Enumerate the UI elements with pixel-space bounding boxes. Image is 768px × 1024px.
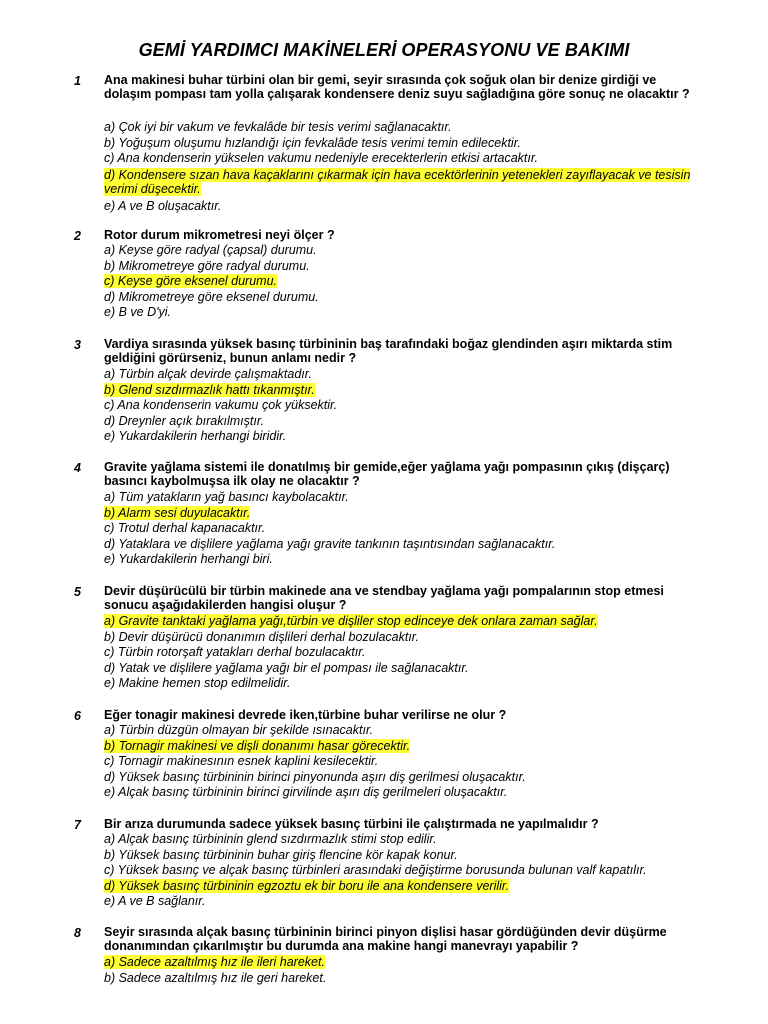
option-text: d) Dreynler açık bırakılmıştır.: [104, 413, 264, 428]
question-number: 6: [74, 709, 81, 723]
option-text: e) A ve B oluşacaktır.: [104, 198, 222, 213]
option-list: [104, 955, 704, 986]
question-text: Eğer tonagir makinesi devrede iken,türbine buhar verilirse ne olur ?: [104, 708, 507, 722]
question-text: Rotor durum mikrometresi neyi ölçer ?: [104, 228, 335, 242]
option-a: [104, 955, 704, 971]
option-c: [104, 645, 704, 661]
option-a: [104, 243, 704, 259]
option-text: c) Tornagir makinesının esnek kaplini kesilecektir.: [104, 754, 379, 768]
question-number: 7: [74, 818, 81, 832]
option-c: [104, 754, 704, 770]
option-d: [104, 537, 704, 553]
option-text: c) Ana kondenserin yükselen vakumu nedeniyle erecekterlerin etkisi artacaktır.: [104, 151, 539, 165]
option-e: [104, 199, 704, 215]
option-b: [104, 259, 704, 275]
option-e: [104, 785, 704, 801]
option-text: c) Trotul derhal kapanacaktır.: [104, 521, 266, 535]
option-text: b) Devir düşürücü donanımın dişlileri derhal bozulacaktır.: [104, 629, 419, 644]
option-d: [104, 290, 704, 306]
option-text: e) Yukardakilerin herhangi biridir.: [104, 429, 287, 443]
option-b: [104, 848, 704, 864]
option-text: c) Türbin rotorşaft yatakları derhal bozulacaktır.: [104, 645, 366, 659]
option-text: e) A ve B sağlanır.: [104, 894, 206, 908]
option-text: a) Tüm yatakların yağ basıncı kaybolacaktır.: [104, 490, 349, 504]
highlighted-answer: a) Sadece azaltılmış hız ile ileri hareket.: [104, 955, 325, 969]
question-number: 5: [74, 585, 81, 599]
option-a: [104, 367, 704, 383]
option-c: [104, 521, 704, 537]
option-list: [104, 723, 704, 801]
option-b: [104, 383, 704, 399]
option-list: [104, 832, 704, 910]
option-list: [104, 614, 704, 692]
option-text: e) B ve D'yi.: [104, 305, 171, 319]
option-text: e) Makine hemen stop edilmelidir.: [104, 676, 291, 690]
option-d: [104, 879, 704, 895]
option-list: [104, 367, 704, 445]
option-e: [104, 429, 704, 445]
option-text: a) Alçak basınç türbininin glend sızdırmazlık stimi stop edilir.: [104, 832, 437, 846]
option-text: d) Yatak ve dişlilere yağlama yağı bir el pompası ile sağlanacaktır.: [104, 660, 469, 675]
option-list: [104, 120, 704, 214]
option-d: [104, 414, 704, 430]
question-number: 1: [74, 74, 81, 88]
option-c: [104, 274, 704, 290]
question-text: Seyir sırasında alçak basınç türbininin birinci pinyon dişlisi hasar gördüğünden devir düşürme donanımından çıkarılmıştır bu durumda ana makine hangi manevrayı yapabilir ?: [104, 925, 667, 953]
question-number: 4: [74, 461, 81, 475]
question-text: Gravite yağlama sistemi ile donatılmış bir gemide,eğer yağlama yağı pompasının çıkış (dişçarç) basıncı kaybolmuşsa ilk olay ne olacaktır ?: [104, 460, 670, 488]
question-number: 3: [74, 338, 81, 352]
option-d: [104, 661, 704, 677]
option-c: [104, 151, 704, 167]
option-a: [104, 723, 704, 739]
option-text: b) Mikrometreye göre radyal durumu.: [104, 258, 310, 273]
question-number: 2: [74, 229, 81, 243]
option-text: c) Ana kondenserin vakumu çok yüksektir.: [104, 398, 338, 412]
question-text: Ana makinesi buhar türbini olan bir gemi, seyir sırasında çok soğuk olan bir denize girdiği ve dolaşım pompası tam yolla çalışarak kondensere deniz suyu sağladığına göre sonuç ne olacaktır ?: [104, 73, 690, 101]
option-d: [104, 168, 704, 196]
option-d: [104, 770, 704, 786]
option-text: d) Yüksek basınç türbininin birinci pinyonunda aşırı diş gerilmesi oluşacaktır.: [104, 769, 526, 784]
option-text: d) Mikrometreye göre eksenel durumu.: [104, 289, 319, 304]
option-a: [104, 490, 704, 506]
option-text: a) Çok iyi bir vakum ve fevkalâde bir tesis verimi sağlanacaktır.: [104, 120, 452, 134]
highlighted-answer: d) Kondensere sızan hava kaçaklarını çıkarmak için hava ecektörlerinin yetenekleri zayıflayacak ve tesisin verimi düşecektir.: [104, 167, 691, 196]
highlighted-answer: b) Glend sızdırmazlık hattı tıkanmıştır.: [104, 382, 315, 397]
option-e: [104, 305, 704, 321]
question-number: 8: [74, 926, 81, 940]
option-list: [104, 490, 704, 568]
highlighted-answer: c) Keyse göre eksenel durumu.: [104, 274, 278, 288]
option-text: a) Türbin düzgün olmayan bir şekilde ısınacaktır.: [104, 723, 374, 737]
option-a: [104, 120, 704, 136]
option-a: [104, 614, 704, 630]
option-a: [104, 832, 704, 848]
highlighted-answer: d) Yüksek basınç türbininin egzoztu ek bir boru ile ana kondensere verilir.: [104, 878, 510, 893]
option-text: b) Sadece azaltılmış hız ile geri hareket.: [104, 970, 327, 985]
option-b: [104, 739, 704, 755]
highlighted-answer: b) Alarm sesi duyulacaktır.: [104, 505, 251, 520]
option-b: [104, 506, 704, 522]
option-c: [104, 863, 704, 879]
highlighted-answer: b) Tornagir makinesi ve dişli donanımı hasar görecektir.: [104, 738, 411, 753]
option-e: [104, 552, 704, 568]
option-text: a) Türbin alçak devirde çalışmaktadır.: [104, 367, 312, 381]
option-text: d) Yataklara ve dişlilere yağlama yağı gravite tankının taşıntısından sağlanacaktır.: [104, 536, 556, 551]
option-c: [104, 398, 704, 414]
question-text: Vardiya sırasında yüksek basınç türbininin baş tarafındaki boğaz glendinden aşırı miktarda stim geldiğini görürseniz, bunun anlamı nedir ?: [104, 337, 673, 365]
option-b: [104, 136, 704, 152]
document-title: GEMİ YARDIMCI MAKİNELERİ OPERASYONU VE BAKIMI: [138, 40, 630, 60]
option-e: [104, 676, 704, 692]
question-text: Bir arıza durumunda sadece yüksek basınç türbini ile çalıştırmada ne yapılmalıdır ?: [104, 817, 599, 831]
option-text: b) Yüksek basınç türbininin buhar giriş flencine kör kapak konur.: [104, 847, 458, 862]
option-b: [104, 971, 704, 987]
option-text: b) Yoğuşum oluşumu hızlandığı için fevkalâde tesis verimi temin edilecektir.: [104, 135, 521, 150]
option-e: [104, 894, 704, 910]
highlighted-answer: a) Gravite tanktaki yağlama yağı,türbin ve dişliler stop edinceye dek onlara zaman sağlar.: [104, 614, 598, 628]
option-text: e) Alçak basınç türbininin birinci girvilinde aşırı diş gerilmeleri oluşacaktır.: [104, 785, 508, 799]
question-text: Devir düşürücülü bir türbin makinede ana ve stendbay yağlama yağı pompalarının stop etmesi sonucu aşağıdakilerden hangisi oluşur ?: [104, 584, 664, 612]
option-text: e) Yukardakilerin herhangi biri.: [104, 552, 273, 566]
option-b: [104, 630, 704, 646]
option-list: [104, 243, 704, 321]
option-text: c) Yüksek basınç ve alçak basınç türbinleri arasındaki değiştirme borusunda bulunan valf kapatılır.: [104, 863, 647, 877]
option-text: a) Keyse göre radyal (çapsal) durumu.: [104, 243, 317, 257]
